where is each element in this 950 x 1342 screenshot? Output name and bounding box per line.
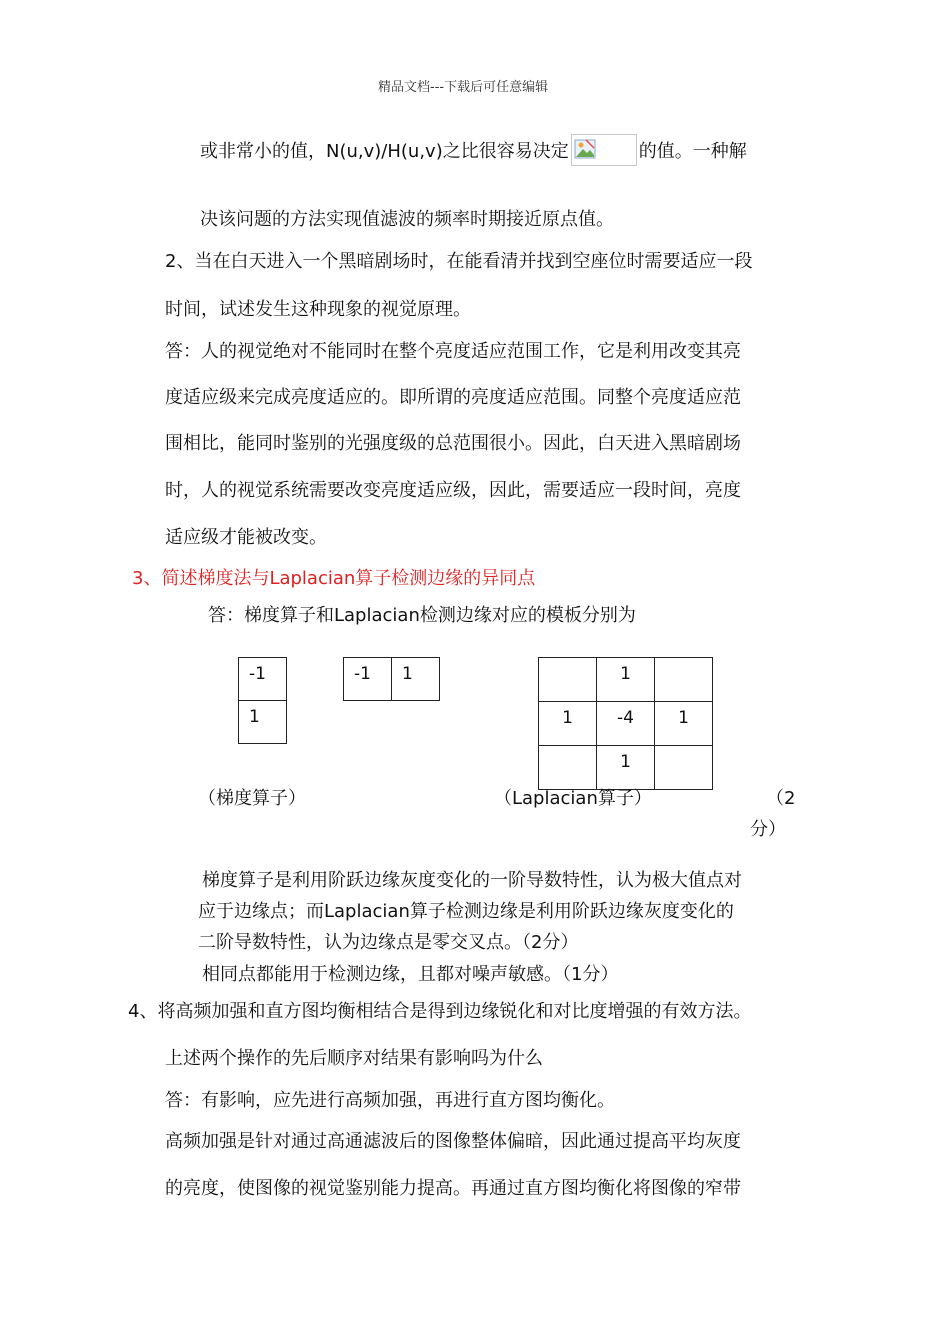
question-3: 3、简述梯度法与Laplacian算子检测边缘的异同点 — [132, 568, 536, 589]
text-fragment: 的值。一种解 — [638, 141, 747, 162]
answer-4-line: 答：有影响，应先进行高频加强，再进行直方图均衡化。 — [165, 1090, 615, 1111]
answer-3-intro: 答：梯度算子和Laplacian检测边缘对应的模板分别为 — [208, 605, 636, 626]
answer-2-line: 围相比，能同时鉴别的光强度级的总范围很小。因此，白天进入黑暗剧场 — [165, 433, 741, 454]
mask-cell: 1 — [597, 746, 655, 790]
caption-laplacian: （Laplacian算子） — [494, 788, 652, 809]
caption-gradient: （梯度算子） — [198, 788, 306, 809]
paragraph-line: 上述两个操作的先后顺序对结果有影响吗为什么 — [165, 1048, 543, 1069]
answer-2-line: 度适应级来完成亮度适应的。即所谓的亮度适应范围。同整个亮度适应范 — [165, 387, 741, 408]
page-header: 精品文档---下载后可任意编辑 — [378, 80, 549, 95]
mask-cell — [539, 746, 597, 790]
laplacian-mask — [538, 657, 713, 790]
answer-4-line: 的亮度，使图像的视觉鉴别能力提高。再通过直方图均衡化将图像的窄带 — [165, 1178, 741, 1199]
gradient-horizontal-mask — [343, 657, 440, 701]
paragraph-line: 决该问题的方法实现值滤波的频率时期接近原点值。 — [200, 209, 614, 230]
broken-image-icon — [571, 134, 637, 166]
mask-cell: 1 — [655, 702, 713, 746]
answer-2-line: 答：人的视觉绝对不能同时在整个亮度适应范围工作，它是利用改变其亮 — [165, 341, 741, 362]
mask-cell: -1 — [239, 658, 287, 701]
mask-cell: 1 — [539, 702, 597, 746]
mask-cell: -1 — [344, 658, 392, 701]
paragraph-line — [200, 136, 747, 168]
question-2: 2、当在白天进入一个黑暗剧场时，在能看清并找到空座位时需要适应一段 — [165, 251, 753, 272]
score-label: （2 — [766, 788, 796, 809]
paragraph-line: 时间，试述发生这种现象的视觉原理。 — [165, 299, 471, 320]
mask-cell: 1 — [392, 658, 440, 701]
answer-3-line: 应于边缘点；而Laplacian算子检测边缘是利用阶跃边缘灰度变化的 — [198, 901, 734, 922]
answer-2-line: 时，人的视觉系统需要改变亮度适应级，因此，需要适应一段时间，亮度 — [165, 480, 741, 501]
text-fragment: 或非常小的值，N(u,v)/H(u,v)之比很容易决定 — [200, 141, 569, 162]
answer-3-line: 相同点都能用于检测边缘，且都对噪声敏感。（1分） — [202, 964, 619, 985]
answer-3-line: 二阶导数特性，认为边缘点是零交叉点。（2分） — [198, 932, 579, 953]
mask-cell: 1 — [597, 658, 655, 702]
question-4: 4、将高频加强和直方图均衡相结合是得到边缘锐化和对比度增强的有效方法。 — [128, 1001, 752, 1022]
answer-3-line: 梯度算子是利用阶跃边缘灰度变化的一阶导数特性，认为极大值点对 — [202, 870, 742, 891]
mask-cell: -4 — [597, 702, 655, 746]
answer-4-line: 高频加强是针对通过高通滤波后的图像整体偏暗，因此通过提高平均灰度 — [165, 1131, 741, 1152]
score-label: 分） — [750, 819, 786, 840]
answer-2-line: 适应级才能被改变。 — [165, 527, 327, 548]
mask-cell — [539, 658, 597, 702]
mask-cell — [655, 658, 713, 702]
gradient-vertical-mask — [238, 657, 287, 744]
mask-cell — [655, 746, 713, 790]
mask-cell: 1 — [239, 701, 287, 744]
